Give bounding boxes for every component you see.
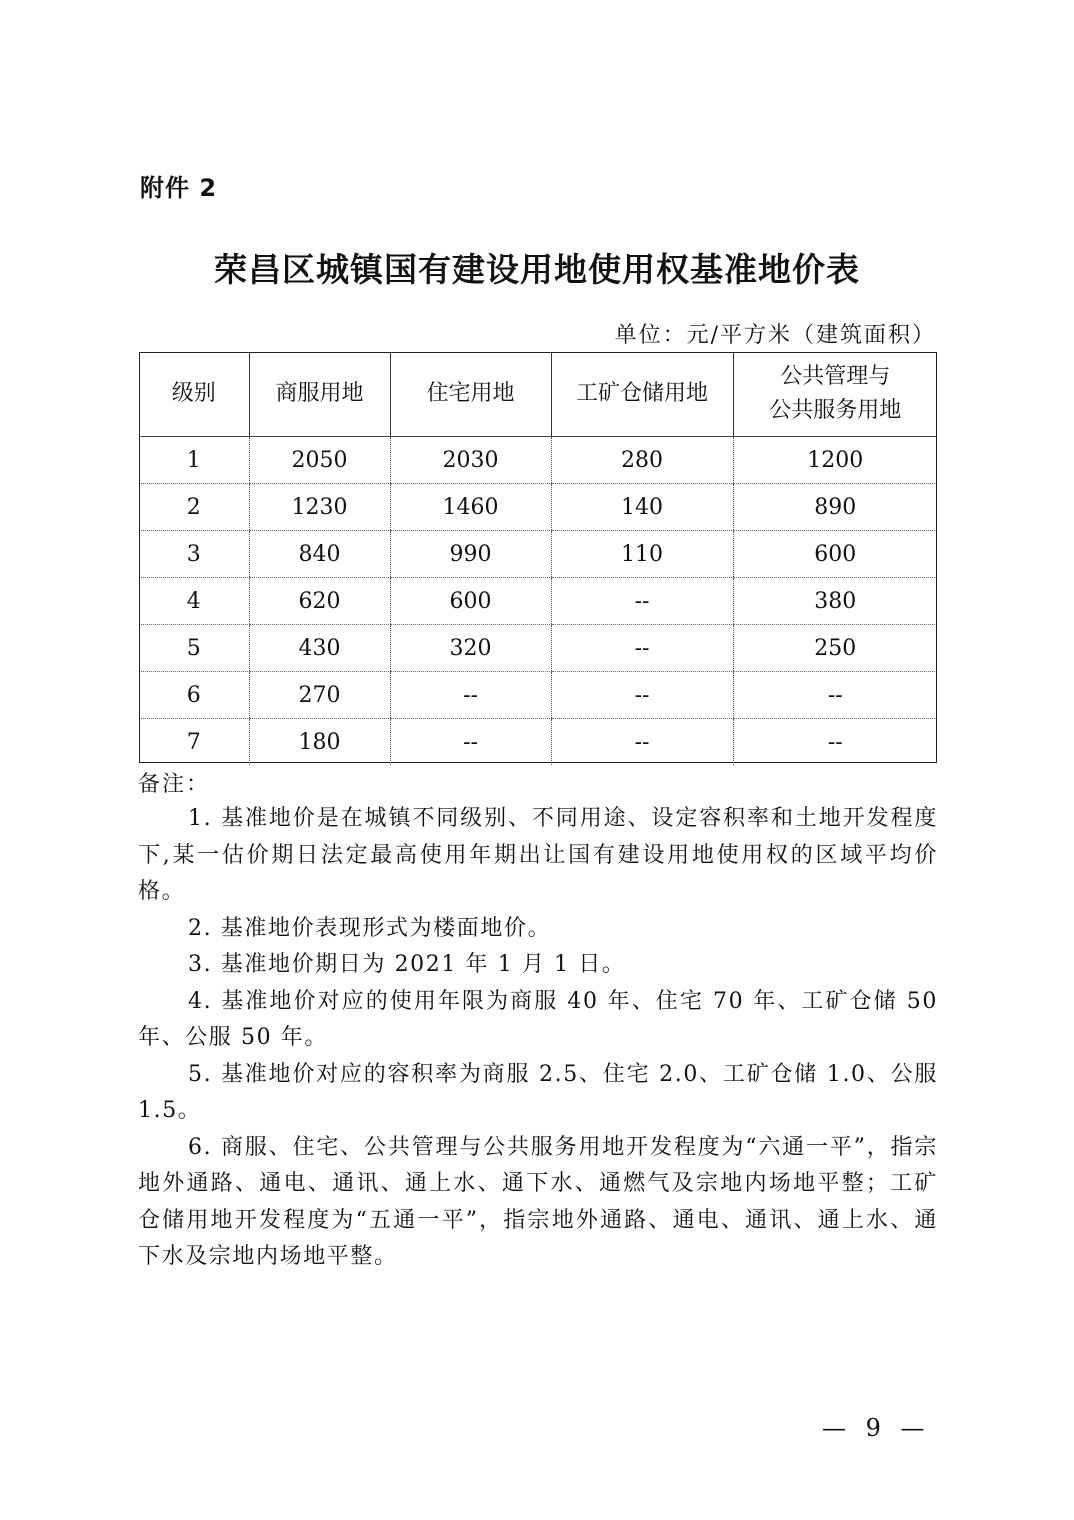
table-row xyxy=(139,719,937,766)
cell-public-service: 600 xyxy=(733,531,937,578)
cell-level: 6 xyxy=(139,672,249,719)
cell-residential: 2030 xyxy=(390,437,551,484)
table-row xyxy=(139,437,937,484)
cell-commercial: 180 xyxy=(249,719,390,766)
header-level: 级别 xyxy=(139,352,249,437)
note-item: 1. 基准地价是在城镇不同级别、不同用途、设定容积率和土地开发程度下,某一估价期日法定最高使用年期出让国有建设用地使用权的区域平均价格。 xyxy=(138,806,938,904)
cell-residential: 600 xyxy=(390,578,551,625)
header-residential: 住宅用地 xyxy=(390,352,551,437)
notes-list xyxy=(138,801,938,1276)
cell-public-service: -- xyxy=(733,672,937,719)
cell-public-service: 890 xyxy=(733,484,937,531)
table-header-row xyxy=(139,352,937,437)
cell-level: 3 xyxy=(139,531,249,578)
table-row xyxy=(139,578,937,625)
note-item: 3. 基准地价期日为 2021 年 1 月 1 日。 xyxy=(188,952,626,977)
cell-public-service: 1200 xyxy=(733,437,937,484)
cell-residential: -- xyxy=(390,672,551,719)
table-row xyxy=(139,672,937,719)
page-number: — 9 — xyxy=(822,1414,931,1442)
cell-residential: -- xyxy=(390,719,551,766)
land-price-table xyxy=(139,352,937,765)
cell-commercial: 620 xyxy=(249,578,390,625)
table-row xyxy=(139,625,937,672)
cell-industrial: 280 xyxy=(551,437,733,484)
cell-industrial: -- xyxy=(551,672,733,719)
table-body xyxy=(139,437,937,766)
note-item: 2. 基准地价表现形式为楼面地价。 xyxy=(188,915,552,941)
cell-residential: 990 xyxy=(390,531,551,578)
unit-note: 单位：元/平方米（建筑面积） xyxy=(614,323,936,348)
cell-commercial: 270 xyxy=(249,672,390,719)
header-industrial: 工矿仓储用地 xyxy=(551,352,733,437)
cell-level: 1 xyxy=(139,437,249,484)
cell-industrial: 140 xyxy=(551,484,733,531)
cell-industrial: 110 xyxy=(551,531,733,578)
cell-commercial: 430 xyxy=(249,625,390,672)
cell-residential: 1460 xyxy=(390,484,551,531)
document-title: 荣昌区城镇国有建设用地使用权基准地价表 xyxy=(214,250,860,289)
cell-industrial: -- xyxy=(551,578,733,625)
header-commercial: 商服用地 xyxy=(249,352,390,437)
cell-residential: 320 xyxy=(390,625,551,672)
note-item: 6. 商服、住宅、公共管理与公共服务用地开发程度为“六通一平”，指宗地外通路、通电、通讯、通上水、通下水、通燃气及宗地内场地平整；工矿仓储用地开发程度为“五通一平”，指宗地外通路、通电、通讯、通上水、通下水及宗地内场地平整。 xyxy=(138,1134,938,1269)
table-header xyxy=(139,352,937,437)
attachment-label: 附件 2 xyxy=(140,174,218,202)
cell-commercial: 1230 xyxy=(249,484,390,531)
cell-commercial: 840 xyxy=(249,531,390,578)
cell-commercial: 2050 xyxy=(249,437,390,484)
cell-level: 7 xyxy=(186,729,201,755)
note-item: 4. 基准地价对应的使用年限为商服 40 年、住宅 70 年、工矿仓储 50 年、公服 50 年。 xyxy=(138,988,938,1050)
table-row xyxy=(139,531,937,578)
cell-public-service: 380 xyxy=(733,578,937,625)
cell-public-service: -- xyxy=(733,719,937,766)
notes-label: 备注： xyxy=(138,772,211,797)
cell-industrial: -- xyxy=(551,625,733,672)
header-public-service: 公共管理与 公共服务用地 xyxy=(733,352,937,437)
cell-level: 4 xyxy=(139,578,249,625)
cell-public-service: 250 xyxy=(733,625,937,672)
table-row xyxy=(139,484,937,531)
cell-level: 5 xyxy=(139,625,249,672)
note-item: 5. 基准地价对应的容积率为商服 2.5、住宅 2.0、工矿仓储 1.0、公服 1.5。 xyxy=(138,1061,938,1123)
cell-level: 2 xyxy=(139,484,249,531)
cell-industrial: -- xyxy=(551,719,733,766)
